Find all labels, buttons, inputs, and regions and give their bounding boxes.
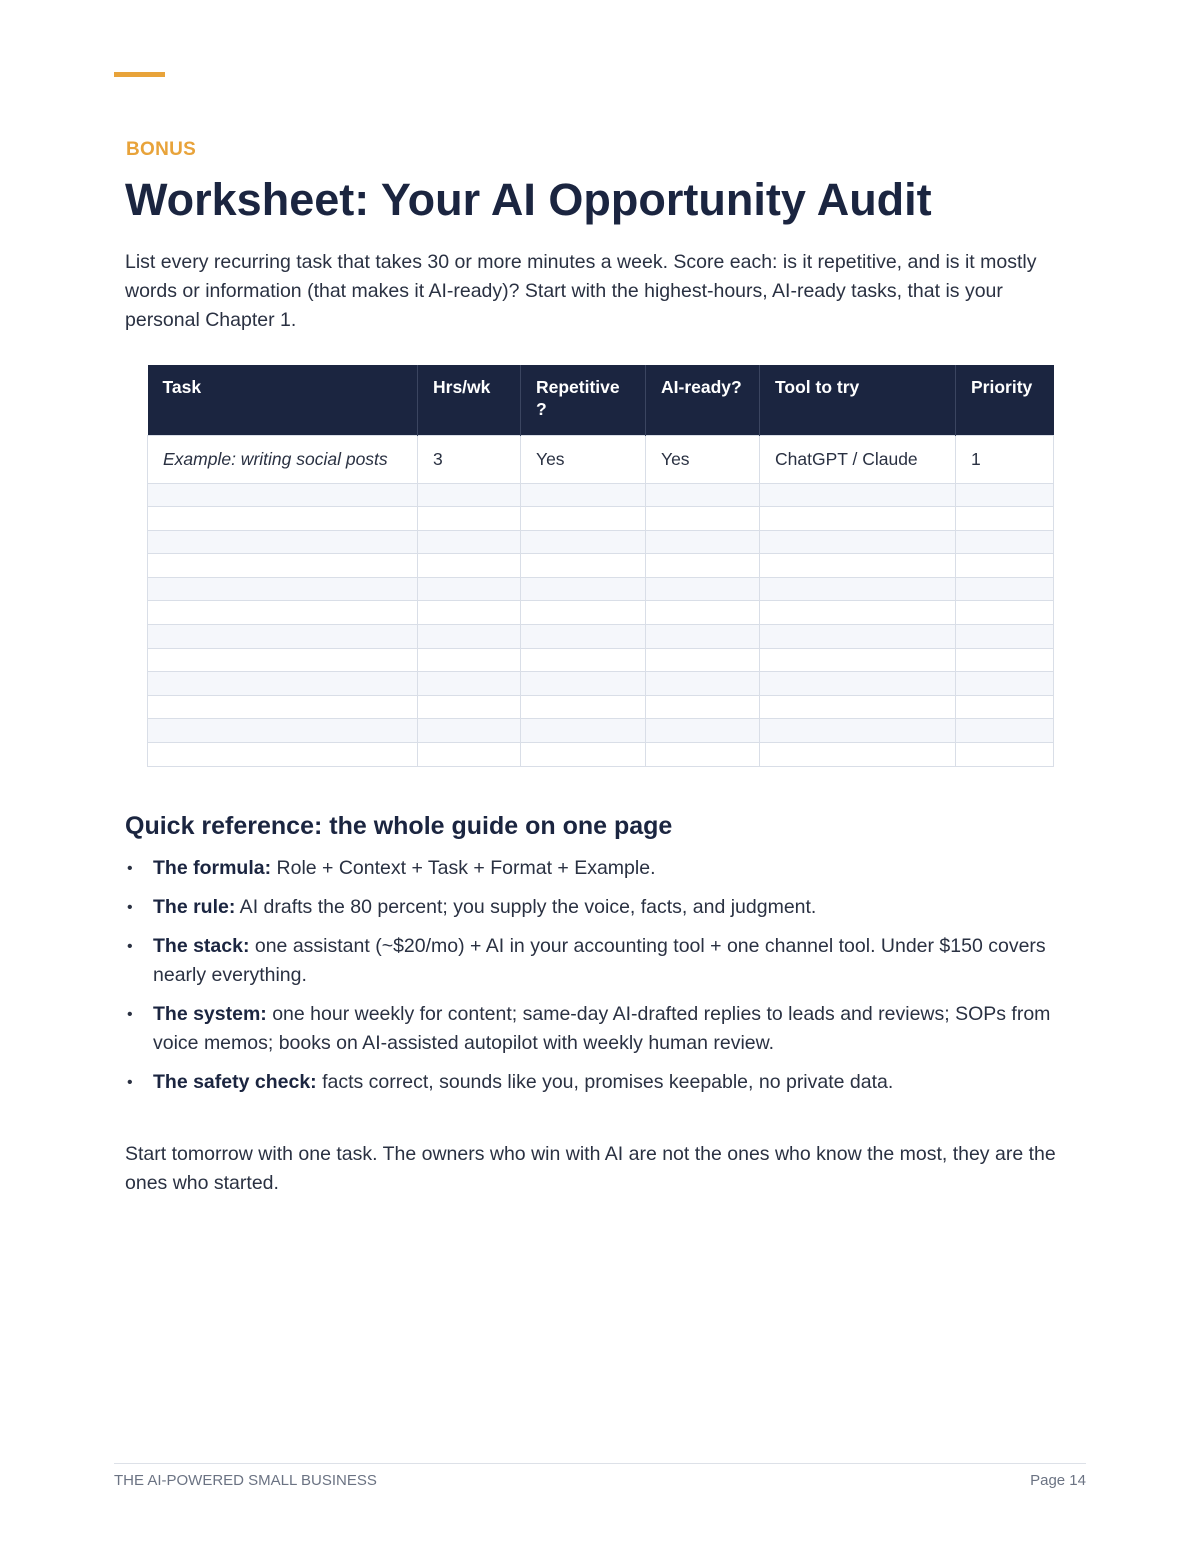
blank-row xyxy=(148,577,1054,601)
blank-task-cell[interactable] xyxy=(148,483,418,507)
bullet-icon: • xyxy=(127,938,133,955)
blank-priority-cell[interactable] xyxy=(956,601,1054,625)
blank-priority-cell[interactable] xyxy=(956,577,1054,601)
blank-task-cell[interactable] xyxy=(148,554,418,578)
blank-priority-cell[interactable] xyxy=(956,719,1054,743)
list-item xyxy=(125,1068,1070,1097)
item-label: The safety check: xyxy=(153,1071,317,1093)
item-label: The system: xyxy=(153,1003,267,1025)
blank-tool-cell[interactable] xyxy=(760,695,956,719)
quick-reference-heading: Quick reference: the whole guide on one page xyxy=(125,812,673,840)
blank-row xyxy=(148,625,1054,649)
audit-worksheet-table xyxy=(147,365,1054,767)
blank-hours-cell[interactable] xyxy=(418,507,521,531)
column-header-task: Task xyxy=(148,365,418,435)
blank-ai-ready-cell[interactable] xyxy=(646,483,760,507)
column-header-tool: Tool to try xyxy=(760,365,956,435)
blank-priority-cell[interactable] xyxy=(956,648,1054,672)
blank-ai-ready-cell[interactable] xyxy=(646,672,760,696)
blank-row xyxy=(148,530,1054,554)
item-text: AI drafts the 80 percent; you supply the voice, facts, and judgment. xyxy=(235,896,817,918)
blank-priority-cell[interactable] xyxy=(956,530,1054,554)
blank-row xyxy=(148,554,1054,578)
blank-ai-ready-cell[interactable] xyxy=(646,719,760,743)
blank-tool-cell[interactable] xyxy=(760,648,956,672)
blank-priority-cell[interactable] xyxy=(956,672,1054,696)
column-header-priority: Priority xyxy=(956,365,1054,435)
blank-tool-cell[interactable] xyxy=(760,601,956,625)
table-header-row xyxy=(148,365,1054,435)
blank-tool-cell[interactable] xyxy=(760,672,956,696)
blank-repetitive-cell[interactable] xyxy=(521,625,646,649)
blank-row xyxy=(148,507,1054,531)
blank-repetitive-cell[interactable] xyxy=(521,719,646,743)
list-item xyxy=(125,1000,1070,1058)
blank-row xyxy=(148,648,1054,672)
blank-row xyxy=(148,695,1054,719)
blank-task-cell[interactable] xyxy=(148,577,418,601)
blank-ai-ready-cell[interactable] xyxy=(646,577,760,601)
blank-hours-cell[interactable] xyxy=(418,530,521,554)
item-text: one assistant (~$20/mo) + AI in your accounting tool + one channel tool. Under $150 covers nearly everything. xyxy=(153,935,1046,986)
blank-repetitive-cell[interactable] xyxy=(521,483,646,507)
column-header-repetitive: Repetitive ? xyxy=(521,365,646,435)
blank-repetitive-cell[interactable] xyxy=(521,554,646,578)
blank-ai-ready-cell[interactable] xyxy=(646,648,760,672)
blank-task-cell[interactable] xyxy=(148,601,418,625)
item-text: Role + Context + Task + Format + Example. xyxy=(271,857,656,879)
quick-reference-list xyxy=(125,854,1070,1107)
blank-hours-cell[interactable] xyxy=(418,601,521,625)
blank-task-cell[interactable] xyxy=(148,695,418,719)
blank-repetitive-cell[interactable] xyxy=(521,672,646,696)
blank-ai-ready-cell[interactable] xyxy=(646,554,760,578)
blank-task-cell[interactable] xyxy=(148,672,418,696)
blank-ai-ready-cell[interactable] xyxy=(646,507,760,531)
blank-ai-ready-cell[interactable] xyxy=(646,601,760,625)
footer-page-number: Page 14 xyxy=(1030,1472,1086,1489)
example-task-cell: Example: writing social posts xyxy=(148,435,418,483)
example-tool-cell: ChatGPT / Claude xyxy=(760,435,956,483)
bullet-icon: • xyxy=(127,1074,133,1091)
blank-hours-cell[interactable] xyxy=(418,719,521,743)
blank-ai-ready-cell[interactable] xyxy=(646,743,760,767)
blank-priority-cell[interactable] xyxy=(956,625,1054,649)
blank-hours-cell[interactable] xyxy=(418,695,521,719)
example-repetitive-cell: Yes xyxy=(521,435,646,483)
blank-row xyxy=(148,483,1054,507)
blank-repetitive-cell[interactable] xyxy=(521,530,646,554)
closing-paragraph: Start tomorrow with one task. The owners who win with AI are not the ones who know the most, they are the ones who started. xyxy=(125,1143,1056,1194)
blank-priority-cell[interactable] xyxy=(956,507,1054,531)
blank-hours-cell[interactable] xyxy=(418,648,521,672)
blank-tool-cell[interactable] xyxy=(760,483,956,507)
blank-task-cell[interactable] xyxy=(148,719,418,743)
footer-divider xyxy=(114,1463,1086,1464)
column-header-ai-ready: AI-ready? xyxy=(646,365,760,435)
blank-priority-cell[interactable] xyxy=(956,554,1054,578)
column-header-hours: Hrs/wk xyxy=(418,365,521,435)
blank-task-cell[interactable] xyxy=(148,507,418,531)
page-title: Worksheet: Your AI Opportunity Audit xyxy=(125,174,932,225)
blank-row xyxy=(148,601,1054,625)
blank-priority-cell[interactable] xyxy=(956,695,1054,719)
blank-tool-cell[interactable] xyxy=(760,530,956,554)
blank-tool-cell[interactable] xyxy=(760,719,956,743)
blank-row xyxy=(148,719,1054,743)
blank-row xyxy=(148,743,1054,767)
blank-hours-cell[interactable] xyxy=(418,743,521,767)
item-label: The formula: xyxy=(153,857,272,879)
example-row xyxy=(148,435,1054,483)
bullet-icon: • xyxy=(127,860,133,877)
intro-paragraph: List every recurring task that takes 30 or more minutes a week. Score each: is it repetitive, and is it mostly words or information (that makes it AI-ready)? Start with the highest-hours, AI-ready tasks, that is your personal Chapter 1. xyxy=(125,251,1037,331)
blank-ai-ready-cell[interactable] xyxy=(646,625,760,649)
example-ai-ready-cell: Yes xyxy=(646,435,760,483)
example-hours-cell: 3 xyxy=(418,435,521,483)
blank-repetitive-cell[interactable] xyxy=(521,601,646,625)
blank-task-cell[interactable] xyxy=(148,625,418,649)
bullet-icon: • xyxy=(127,899,133,916)
blank-ai-ready-cell[interactable] xyxy=(646,695,760,719)
footer-book-title: THE AI-POWERED SMALL BUSINESS xyxy=(114,1472,377,1489)
blank-hours-cell[interactable] xyxy=(418,483,521,507)
blank-tool-cell[interactable] xyxy=(760,743,956,767)
blank-hours-cell[interactable] xyxy=(418,577,521,601)
blank-tool-cell[interactable] xyxy=(760,554,956,578)
blank-repetitive-cell[interactable] xyxy=(521,743,646,767)
list-item xyxy=(125,854,1070,883)
blank-repetitive-cell[interactable] xyxy=(521,577,646,601)
section-eyebrow: BONUS xyxy=(126,139,197,160)
blank-repetitive-cell[interactable] xyxy=(521,695,646,719)
list-item xyxy=(125,932,1070,990)
item-text: facts correct, sounds like you, promises keepable, no private data. xyxy=(316,1071,894,1093)
example-priority-cell: 1 xyxy=(956,435,1054,483)
item-text: one hour weekly for content; same-day AI-drafted replies to leads and reviews; SOPs from voice memos; books on AI-assisted autopilot with weekly human review. xyxy=(153,1003,1051,1054)
blank-priority-cell[interactable] xyxy=(956,743,1054,767)
bullet-icon: • xyxy=(127,1006,133,1023)
blank-repetitive-cell[interactable] xyxy=(521,648,646,672)
blank-task-cell[interactable] xyxy=(148,648,418,672)
blank-task-cell[interactable] xyxy=(148,530,418,554)
blank-task-cell[interactable] xyxy=(148,743,418,767)
blank-row xyxy=(148,672,1054,696)
blank-repetitive-cell[interactable] xyxy=(521,507,646,531)
blank-tool-cell[interactable] xyxy=(760,507,956,531)
blank-ai-ready-cell[interactable] xyxy=(646,530,760,554)
accent-bar xyxy=(114,72,165,77)
list-item xyxy=(125,893,1070,922)
item-label: The stack: xyxy=(153,935,250,957)
blank-hours-cell[interactable] xyxy=(418,554,521,578)
blank-tool-cell[interactable] xyxy=(760,577,956,601)
item-label: The rule: xyxy=(153,896,236,918)
blank-priority-cell[interactable] xyxy=(956,483,1054,507)
blank-tool-cell[interactable] xyxy=(760,625,956,649)
blank-hours-cell[interactable] xyxy=(418,625,521,649)
blank-hours-cell[interactable] xyxy=(418,672,521,696)
